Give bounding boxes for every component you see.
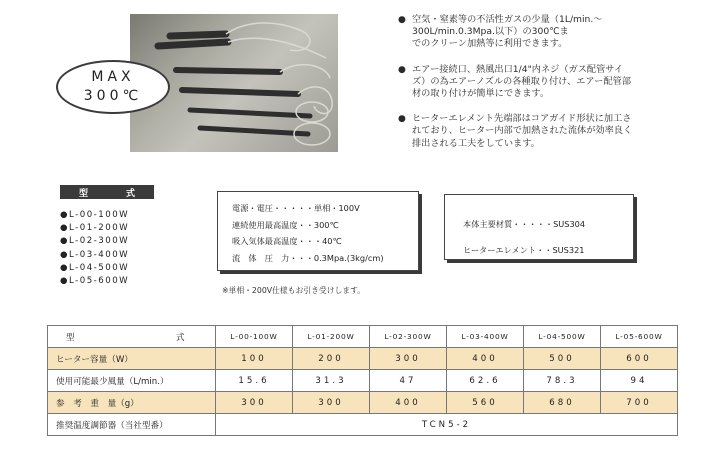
model-header-right: 式 [125, 188, 135, 199]
feature-item [398, 14, 688, 51]
spec-line: 電源・電圧・・・・・単相・100V [232, 203, 360, 213]
table-cell-merged: TCN5-2 [216, 414, 678, 436]
max-temperature-badge [56, 60, 170, 114]
table-model-cell: L-02-300W [370, 326, 447, 348]
model-list-item: ●L-04-500W [60, 262, 130, 273]
model-code: L-03-400W [69, 249, 130, 260]
bullet-icon: ● [398, 15, 406, 25]
badge-line2: 300℃ [83, 88, 143, 104]
spec-line: 流 体 圧 力・・・0.3Mpa.(3kg/cm) [232, 252, 384, 263]
feature-text: ヒーターエレメント先端部はコアガイド形状に加工さ れており、ヒーター内部で加熱された流体が効率良く 排出される工夫をしています。 [412, 113, 633, 149]
bullet-icon: ● [398, 114, 406, 125]
feature-text: エアー接続口、熱風出口1/4"内ネジ（ガス配管サイ ズ）の為エアーノズルの各種取り付け、エアー配管部 材の取り付けが簡単にできます。 [412, 63, 632, 100]
table-model-cell: L-00-100W [216, 326, 293, 348]
spec-line: 本体主要材質・・・・・SUS304 [463, 219, 586, 229]
table-cell: 600 [601, 348, 678, 370]
row-label: 参 考 重 量（g） [48, 392, 216, 414]
model-list-item: ●L-05-600W [60, 276, 130, 287]
feature-item [398, 64, 688, 101]
table-row [48, 348, 678, 370]
table-cell: 300 [293, 392, 370, 414]
table-row [48, 392, 678, 414]
table-model-cell: L-05-600W [601, 326, 678, 348]
table-row [48, 414, 678, 436]
table-cell: 300 [370, 348, 447, 370]
model-code: L-00-100W [69, 210, 130, 220]
spec-line: 吸入気体最高温度・・・40℃ [232, 236, 342, 247]
model-list-item: ●L-03-400W [60, 249, 130, 260]
table-cell: 300 [216, 392, 293, 414]
header-left: 型 [66, 332, 75, 343]
row-label: 使用可能最少風量（L/min.） [48, 370, 216, 392]
model-list-item: ●L-02-300W [60, 236, 130, 247]
model-list-item: ●L-01-200W [60, 223, 130, 234]
spec-line: ヒーターエレメント・・SUS321 [463, 245, 585, 255]
spec-line: 連続使用最高温度・・300℃ [232, 219, 339, 230]
table-model-cell: L-04-500W [524, 326, 601, 348]
table-model-cell: L-01-200W [293, 326, 370, 348]
row-label: 推奨温度調節器（当社型番） [48, 414, 216, 436]
table-cell: 62.6 [447, 370, 524, 392]
table-cell: 94 [601, 370, 678, 392]
model-list [60, 209, 129, 288]
table-cell: 680 [524, 392, 601, 414]
table-header-row [48, 326, 678, 348]
material-spec-box [444, 194, 634, 260]
table-cell: 100 [216, 348, 293, 370]
table-cell: 47 [370, 370, 447, 392]
feature-list [398, 14, 688, 163]
model-code: L-02-300W [69, 236, 130, 247]
model-code: L-05-600W [69, 276, 130, 287]
table-cell: 700 [601, 392, 678, 414]
table-model-cell: L-03-400W [447, 326, 524, 348]
table-header-label [48, 326, 216, 348]
header-right: 式 [176, 332, 185, 343]
table-cell: 400 [370, 392, 447, 414]
table-row [48, 370, 678, 392]
feature-text: 空気・窒素等の不活性ガスの少量（1L/min.～ 300L/min.0.3Mpa.以下）の300℃ま でのクリーン加熱等に利用できます。 [412, 14, 603, 50]
model-code: L-04-500W [69, 262, 130, 273]
table-cell: 78.3 [524, 370, 601, 392]
table-cell: 560 [447, 392, 524, 414]
model-header-left: 型 [78, 188, 88, 199]
feature-item [398, 113, 688, 150]
model-list-header [60, 185, 154, 199]
table-cell: 15.6 [216, 370, 293, 392]
table-cell: 400 [447, 348, 524, 370]
row-label: ヒーター容量（W） [48, 348, 216, 370]
electrical-spec-box [217, 191, 419, 271]
model-list-item: ●L-00-100W [60, 210, 130, 220]
model-code: L-01-200W [69, 223, 130, 234]
spec-table [47, 325, 678, 436]
bullet-icon: ● [398, 64, 406, 75]
table-cell: 500 [524, 348, 601, 370]
voltage-note: ※単相・200V仕様もお引き受けします。 [222, 286, 366, 295]
badge-line1: MAX [91, 69, 135, 85]
table-cell: 31.3 [293, 370, 370, 392]
table-cell: 200 [293, 348, 370, 370]
